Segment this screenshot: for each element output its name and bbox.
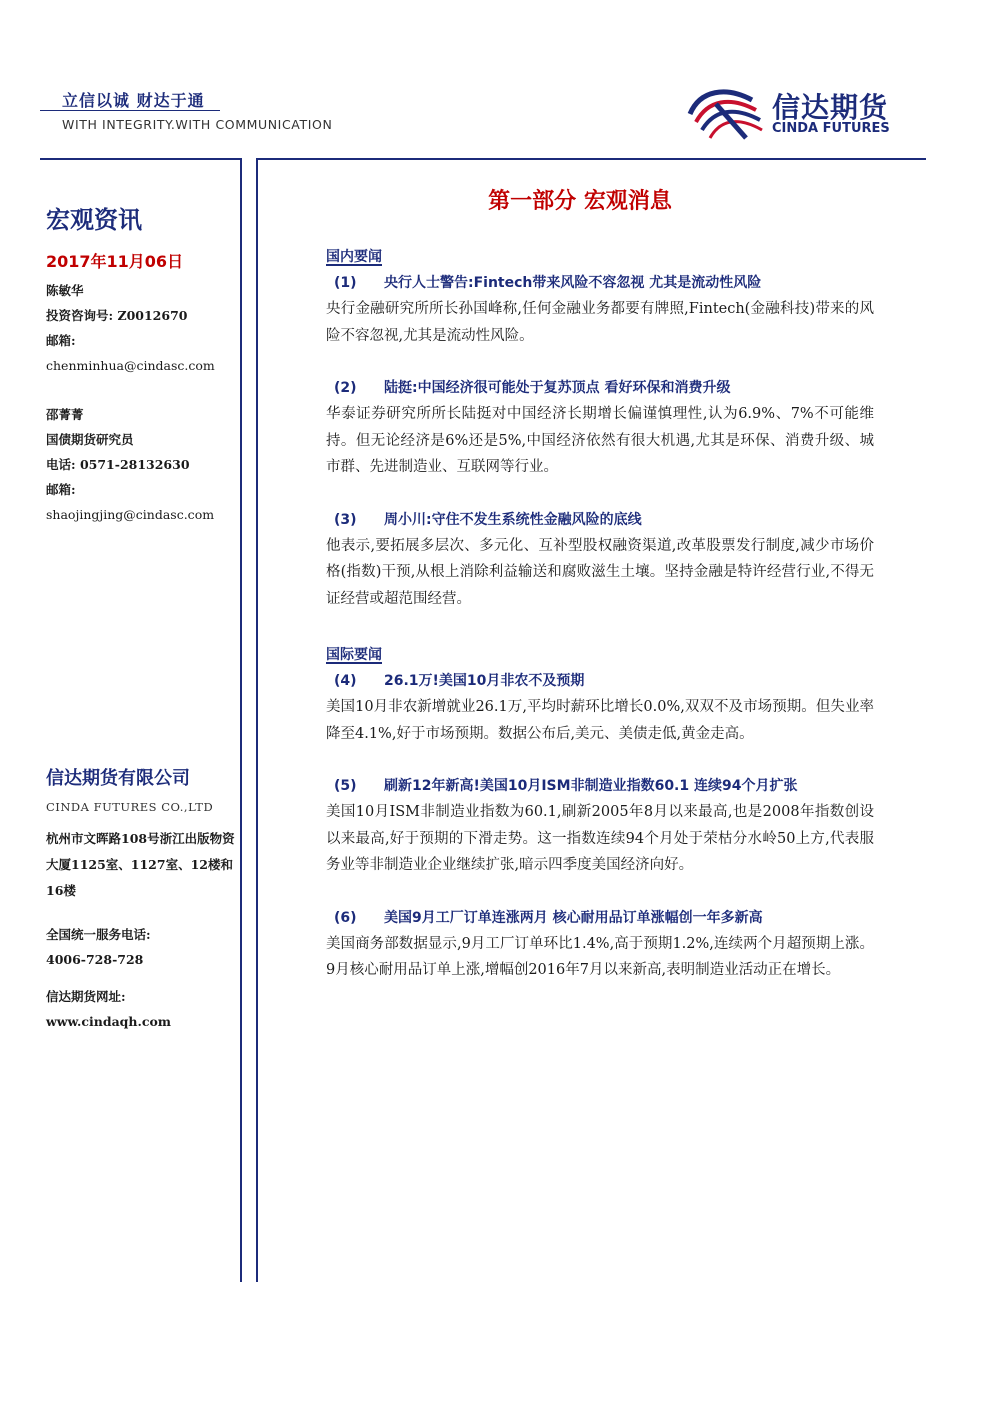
news-number: (6) [334,909,357,926]
report-date: 2017年11月06日 [46,252,184,271]
news-number: (3) [334,511,357,528]
news-headline-text: 美国9月工厂订单连涨两月 核心耐用品订单涨幅创一年多新高 [384,909,763,926]
news-headline-text: 央行人士警告:Fintech带来风险不容忽视 尤其是流动性风险 [384,275,762,291]
cinda-logo-icon [686,84,766,142]
slogan-english: WITH INTEGRITY.WITH COMMUNICATION [62,117,333,132]
international-news-label: 国际要闻 [326,647,382,663]
sidebar [46,200,236,527]
company-name-english: CINDA FUTURES CO.,LTD [46,800,214,814]
news-headline-text: 刷新12年新高!美国10月ISM非制造业指数60.1 连续94个月扩张 [384,778,798,794]
news-number: (5) [334,778,357,794]
analyst-role: 国债期货研究员 [46,432,134,447]
news-body: 央行金融研究所所长孙国峰称,任何金融业务都要有牌照,Fintech(金融科技)带来的风险不容忽视,尤其是流动性风险。 [326,301,874,344]
domestic-news [326,246,874,612]
analyst-name: 邵菁菁 [46,407,84,422]
news-headline-text: 陆挺:中国经济很可能处于复苏顶点 看好环保和消费升级 [384,380,731,396]
column-divider-right [256,158,258,1282]
column-divider-left [240,158,242,1282]
news-body: 美国10月ISM非制造业指数为60.1,刷新2005年8月以来最高,也是2008年指数创设以来最高,好于预期的下滑走势。这一指数连续94个月处于荣枯分水岭50上方,代表服务业等非制造业企业继续扩张,暗示四季度美国经济向好。 [326,804,874,873]
analyst-name: 陈敏华 [46,283,84,298]
company-info [46,764,236,1034]
analyst-email-label: 邮箱: [46,333,76,348]
news-number: (4) [334,673,357,689]
company-address: 杭州市文晖路108号浙江出版物资大厦1125室、1127室、12楼和16楼 [46,831,235,898]
analyst-email[interactable]: chenminhua@cindasc.com [46,358,215,373]
analyst-email[interactable]: shaojingjing@cindasc.com [46,507,215,522]
company-name: 信达期货有限公司 [46,768,190,789]
news-body: 华泰证券研究所所长陆挺对中国经济长期增长偏谨慎理性,认为6.9%、7%不可能维持。但无论经济是6%还是5%,中国经济依然有很大机遇,尤其是环保、消费升级、城市群、先进制造业、互联网等行业。 [326,406,874,475]
news-body: 美国10月非农新增就业26.1万,平均时薪环比增长0.0%,双双不及市场预期。但失业率降至4.1%,好于市场预期。数据公布后,美元、美债走低,黄金走高。 [326,699,874,742]
news-body: 美国商务部数据显示,9月工厂订单环比1.4%,高于预期1.2%,连续两个月超预期上涨。9月核心耐用品订单上涨,增幅创2016年7月以来新高,表明制造业活动正在增长。 [326,935,874,978]
logo-text-english: CINDA FUTURES [772,121,890,136]
section-title: 第一部分 宏观消息 [488,189,672,214]
news-number: (2) [334,380,357,396]
logo-text-chinese: 信达期货 [772,91,889,124]
news-headline [326,773,874,799]
hotline-number: 4006-728-728 [46,952,144,967]
international-news [326,644,874,984]
news-headline [326,507,874,533]
hotline-label: 全国统一服务电话: [46,927,151,942]
top-rule-left [40,158,242,160]
slogan-divider [40,110,220,111]
analyst-phone: 电话: 0571-28132630 [46,457,190,472]
news-headline-text: 周小川:守住不发生系统性金融风险的底线 [384,511,642,528]
news-body: 他表示,要拓展多层次、多元化、互补型股权融资渠道,改革股票发行制度,减少市场价格(指数)干预,从根上消除利益输送和腐败滋生土壤。坚持金融是特许经营行业,不得无证经营或超范围经营。 [326,537,874,607]
news-headline [326,375,874,401]
top-rule-right [258,158,926,160]
news-headline [326,668,874,694]
news-headline-text: 26.1万!美国10月非农不及预期 [384,673,585,689]
news-number: (1) [334,275,357,291]
slogan-chinese: 立信以诚 财达于通 [62,91,205,110]
news-headline [326,270,874,296]
report-type-title: 宏观资讯 [46,206,142,234]
website-link[interactable]: www.cindaqh.com [46,1014,172,1029]
news-headline [326,905,874,931]
website-label: 信达期货网址: [46,989,126,1004]
domestic-news-label: 国内要闻 [326,249,382,265]
analyst-email-label: 邮箱: [46,482,76,497]
analyst-license: 投资咨询号: Z0012670 [46,308,188,323]
